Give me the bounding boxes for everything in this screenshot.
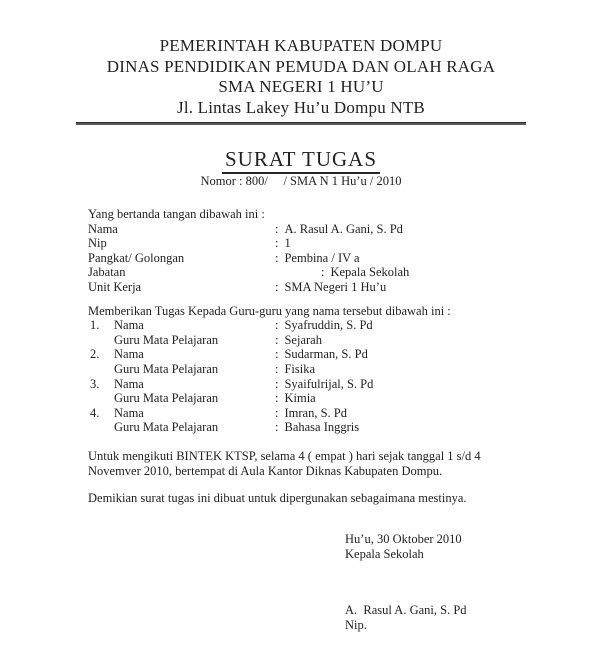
teacher-list [88,318,536,435]
signature-nip: Nip. [345,618,367,633]
assignment-paragraph [88,449,536,478]
teacher-name-value [275,377,373,392]
field-colon: : [275,332,279,347]
school-name: SMA NEGERI 1 HU’U [218,77,384,96]
letter-title-text: SURAT TUGAS [222,147,380,174]
field-value [275,280,386,295]
field-row [88,222,536,237]
field-value-text: Kepala Sekolah [330,265,410,280]
school-address: Jl. Lintas Lakey Hu’u Dompu NTB [177,97,425,117]
teacher-name-value [275,406,347,421]
field-label: Pangkat/ Golongan [88,250,185,265]
teacher-name-text: Syafruddin, S. Pd [284,318,373,333]
field-colon: : [275,318,279,333]
field-colon: : [275,405,279,420]
assignment-opening-line: Memberikan Tugas Kepada Guru-guru yang nama tersebut dibawah ini : [88,303,451,318]
signature-space [345,562,602,603]
field-label: Nip [88,236,107,251]
teacher-name-label: Nama [114,376,144,391]
signature-place-date: Hu’u, 30 Oktober 2010 [345,531,462,546]
closing-paragraph: Demikian surat tugas ini dibuat untuk dipergunakan sebagaimana mestinya. [88,491,467,506]
field-row [88,265,536,280]
teacher-number: 4. [90,405,100,420]
teacher-number: 1. [90,318,100,333]
field-row [88,236,536,251]
teacher-number-spacer [88,420,114,435]
title-block [0,147,602,189]
field-label: Jabatan [88,265,126,280]
field-colon: : [275,236,279,251]
field-colon: : [275,376,279,391]
field-value [275,222,403,237]
teacher-name-text: Syaifulrijal, S. Pd [284,376,374,391]
teacher-subject-text: Kimia [284,391,316,406]
field-value [275,236,291,251]
teacher-name-label: Nama [114,347,144,362]
teacher-number: 2. [90,347,100,362]
field-value [275,265,409,280]
field-value-text: A. Rasul A. Gani, S. Pd [284,221,403,236]
field-row [88,251,536,266]
field-value-text: Pembina / IV a [284,250,360,265]
field-row [88,280,536,295]
teacher-subject-label: Guru Mata Pelajaran [114,391,219,406]
teacher-subject-text: Fisika [284,361,316,376]
signature-block [345,532,602,634]
field-value [275,251,360,266]
field-colon: : [275,361,279,376]
signatory-fields [88,222,536,295]
field-value-text: 1 [284,236,291,251]
teacher-subject-label: Guru Mata Pelajaran [114,420,219,435]
teacher-name-row [88,318,536,333]
teacher-name-label: Nama [114,405,144,420]
teacher-name-text: Sudarman, S. Pd [284,347,368,362]
teacher-number: 3. [90,376,100,391]
letter-body [88,207,536,506]
letter-number: Nomor : 800/ / SMA N 1 Hu’u / 2010 [200,174,402,188]
teacher-number-spacer [88,362,114,377]
teacher-number-spacer [88,333,114,348]
field-colon: : [321,265,325,280]
field-colon: : [275,420,279,435]
teacher-subject-label: Guru Mata Pelajaran [114,332,219,347]
teacher-name-text: Imran, S. Pd [284,405,347,420]
assignment-paragraph-line2: Novemver 2010, bertempat di Aula Kantor Diknas Kabupaten Dompu. [88,463,443,478]
teacher-subject-value [275,362,315,377]
field-colon: : [275,347,279,362]
teacher-name-value [275,318,373,333]
department-name: DINAS PENDIDIKAN PEMUDA DAN OLAH RAGA [106,56,496,76]
teacher-subject-row [88,420,536,435]
assignment-paragraph-line1: Untuk mengikuti BINTEK KTSP, selama 4 ( empat ) hari sejak tanggal 1 s/d 4 [88,448,481,463]
teacher-subject-label: Guru Mata Pelajaran [114,361,219,376]
teacher-subject-text: Bahasa Inggris [284,420,360,435]
teacher-subject-row [88,391,536,406]
teacher-name-row [88,406,536,421]
field-colon: : [275,221,279,236]
teacher-number-spacer [88,391,114,406]
teacher-subject-value [275,391,316,406]
letter-title [0,147,602,171]
teacher-name-row [88,347,536,362]
field-label: Nama [88,221,118,236]
letterhead [0,36,602,125]
field-colon: : [275,391,279,406]
field-colon: : [275,250,279,265]
teacher-subject-text: Sejarah [284,332,322,347]
teacher-subject-value [275,333,322,348]
government-name: PEMERINTAH KABUPATEN DOMPU [159,36,443,55]
teacher-subject-row [88,333,536,348]
field-value-text: SMA Negeri 1 Hu’u [284,279,387,294]
field-colon: : [275,279,279,294]
teacher-subject-value [275,420,359,435]
opening-line: Yang bertanda tangan dibawah ini : [88,207,265,221]
teacher-name-value [275,347,368,362]
signature-position: Kepala Sekolah [345,546,424,561]
letterhead-rule [76,122,526,125]
teacher-name-label: Nama [114,318,144,333]
teacher-subject-row [88,362,536,377]
field-label: Unit Kerja [88,279,142,294]
signature-name: A. Rasul A. Gani, S. Pd [345,603,467,618]
teacher-name-row [88,377,536,392]
